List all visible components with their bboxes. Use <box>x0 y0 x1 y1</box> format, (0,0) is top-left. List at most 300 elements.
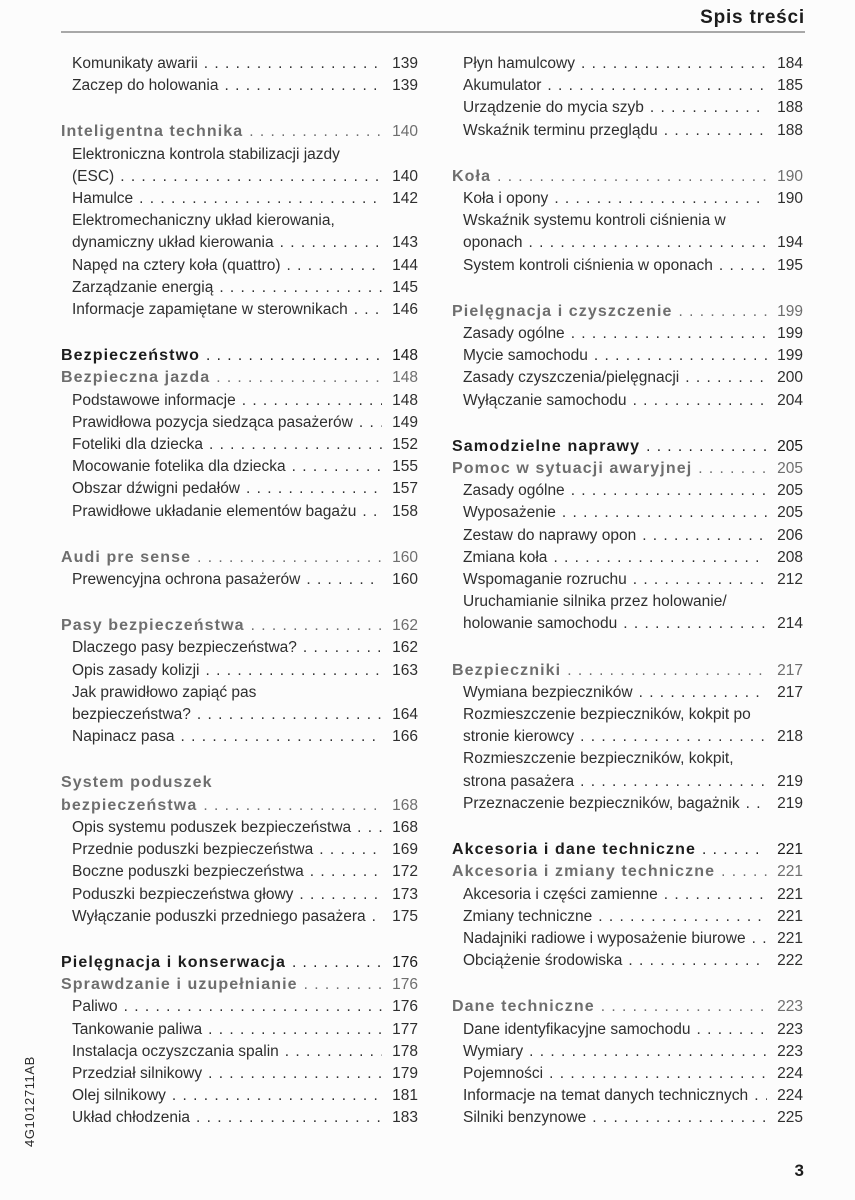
entry-label: holowanie samochodu <box>463 615 618 633</box>
page-ref: 143 <box>392 234 418 252</box>
leader-dots <box>280 232 382 254</box>
leader-dots <box>571 480 767 502</box>
toc-group <box>452 53 803 142</box>
header-rule <box>61 31 805 33</box>
leader-dots <box>246 478 382 500</box>
entry-label: Olej silnikowy <box>72 1087 166 1105</box>
toc-entry <box>452 682 803 704</box>
leader-dots <box>719 255 767 277</box>
page-ref: 214 <box>777 615 803 633</box>
entry-label: Zestaw do naprawy opon <box>463 526 637 544</box>
toc-entry <box>452 301 803 323</box>
toc-entry <box>61 1019 418 1041</box>
page-ref: 164 <box>392 706 418 724</box>
entry-label: System poduszek <box>61 774 213 792</box>
page-ref: 139 <box>392 77 418 95</box>
leader-dots <box>359 412 382 434</box>
entry-label: Podstawowe informacje <box>72 391 236 409</box>
toc-entry <box>452 1107 803 1129</box>
toc-entry <box>61 547 418 569</box>
toc-entry <box>452 547 803 569</box>
entry-label: Bezpieczeństwo <box>61 347 200 365</box>
entry-label: Komunikaty awarii <box>72 55 198 72</box>
page-ref: 190 <box>777 167 803 185</box>
leader-dots <box>362 501 382 523</box>
toc-entry <box>61 345 418 367</box>
leader-dots <box>664 884 767 906</box>
entry-label: Akcesoria i dane techniczne <box>452 841 697 859</box>
entry-label: Pojemności <box>463 1064 544 1082</box>
entry-label: Elektroniczna kontrola stabilizacji jazdy <box>72 145 340 163</box>
page-ref: 221 <box>777 885 803 903</box>
page-ref: 205 <box>777 437 803 455</box>
page-ref: 155 <box>392 458 418 476</box>
leader-dots <box>633 390 767 412</box>
page-ref: 176 <box>392 976 418 994</box>
leader-dots <box>646 436 767 458</box>
entry-label: Wyłączanie samochodu <box>463 391 627 409</box>
entry-label: Zasady czyszczenia/pielęgnacji <box>463 369 680 387</box>
page-ref: 217 <box>777 683 803 701</box>
toc-entry <box>452 188 803 210</box>
page-ref: 184 <box>777 55 803 72</box>
page-ref: 185 <box>777 77 803 95</box>
toc-entry <box>61 277 418 299</box>
page-ref: 219 <box>777 794 803 812</box>
page-ref: 208 <box>777 548 803 566</box>
leader-dots <box>172 1085 382 1107</box>
page-ref: 173 <box>392 885 418 903</box>
entry-label: Hamulce <box>72 190 134 208</box>
leader-dots <box>601 996 767 1018</box>
toc-entry <box>452 436 803 458</box>
toc-entry <box>61 75 418 97</box>
leader-dots <box>124 996 382 1018</box>
page-ref: 200 <box>777 369 803 387</box>
entry-label: Wspomaganie rozruchu <box>463 571 627 589</box>
leader-dots <box>203 795 382 817</box>
toc-entry <box>452 1085 803 1107</box>
entry-label: Prawidłowa pozycja siedząca pasażerów <box>72 413 353 431</box>
leader-dots <box>139 188 382 210</box>
leader-dots <box>206 345 382 367</box>
toc-entry <box>452 906 803 928</box>
page-ref: 205 <box>777 504 803 522</box>
entry-label: Zaczep do holowania <box>72 77 219 95</box>
leader-dots <box>292 456 382 478</box>
page-ref: 162 <box>392 617 418 635</box>
page-ref: 178 <box>392 1042 418 1060</box>
leader-dots <box>664 120 767 142</box>
leader-dots <box>287 255 383 277</box>
entry-label: Zmiany techniczne <box>463 907 593 925</box>
leader-dots <box>372 906 382 928</box>
toc-entry <box>61 839 418 861</box>
page-ref: 223 <box>777 998 803 1016</box>
toc-column-left <box>61 53 418 1130</box>
entry-label: Rozmieszczenie bezpieczników, kokpit, <box>463 750 734 768</box>
leader-dots <box>208 1019 382 1041</box>
entry-label: Opis systemu poduszek bezpieczeństwa <box>72 818 352 836</box>
entry-label: Uruchamianie silnika przez holowanie/ <box>463 593 727 611</box>
toc-entry <box>61 478 418 500</box>
page-ref: 195 <box>777 256 803 274</box>
spine-code: 4G1012711AB <box>22 1056 37 1147</box>
leader-dots <box>304 974 382 996</box>
toc-entry <box>61 456 418 478</box>
entry-label: Wyposażenie <box>463 504 556 522</box>
page-ref: 225 <box>777 1109 803 1127</box>
page-ref: 217 <box>777 661 803 679</box>
toc-entry <box>452 390 803 412</box>
toc-entry <box>452 1041 803 1063</box>
leader-dots <box>204 53 382 75</box>
entry-label: Instalacja oczyszczania spalin <box>72 1042 279 1060</box>
toc-entry <box>452 704 803 748</box>
entry-label: Zasady ogólne <box>463 482 565 500</box>
page-ref: 172 <box>392 863 418 881</box>
leader-dots <box>242 390 382 412</box>
entry-label: Silniki benzynowe <box>463 1109 587 1127</box>
entry-label: Informacje na temat danych technicznych <box>463 1087 749 1105</box>
page-ref: 212 <box>777 571 803 589</box>
page-ref: 221 <box>777 863 803 881</box>
entry-label: Dane techniczne <box>452 998 595 1016</box>
page-ref: 223 <box>777 1042 803 1060</box>
entry-label: Audi pre sense <box>61 548 192 566</box>
leader-dots <box>303 637 382 659</box>
leader-dots <box>639 682 767 704</box>
toc-entry <box>61 726 418 748</box>
page-ref: 188 <box>777 121 803 139</box>
toc-entry <box>452 569 803 591</box>
toc-entry <box>61 390 418 412</box>
toc-group <box>61 615 418 748</box>
leader-dots <box>650 97 767 119</box>
entry-label: bezpieczeństwa <box>61 796 198 814</box>
leader-dots <box>685 367 767 389</box>
toc-entry <box>61 188 418 210</box>
toc-group <box>452 660 803 815</box>
page-ref: 221 <box>777 841 803 859</box>
page-ref: 223 <box>777 1020 803 1038</box>
toc-entry <box>452 166 803 188</box>
toc-entry <box>452 839 803 861</box>
page-ref: 169 <box>392 841 418 859</box>
entry-label: Akcesoria i części zamienne <box>463 885 658 903</box>
entry-label: bezpieczeństwa? <box>72 706 191 724</box>
entry-label: strona pasażera <box>463 772 575 790</box>
toc-entry <box>452 367 803 389</box>
toc-entry <box>452 345 803 367</box>
entry-label: Układ chłodzenia <box>72 1109 191 1127</box>
leader-dots <box>549 1063 767 1085</box>
entry-label: Wymiana bezpieczników <box>463 683 633 701</box>
page-ref: 157 <box>392 480 418 498</box>
page-ref: 146 <box>392 301 418 319</box>
leader-dots <box>628 950 767 972</box>
leader-dots <box>249 121 382 143</box>
toc-entry <box>61 501 418 523</box>
footer-page-number: 3 <box>794 1161 804 1180</box>
leader-dots <box>208 1063 382 1085</box>
toc-entry <box>61 817 418 839</box>
page-ref: 140 <box>392 167 418 185</box>
entry-label: Elektromechaniczny układ kierowania, <box>72 212 335 230</box>
leader-dots <box>357 817 382 839</box>
toc-group <box>452 839 803 972</box>
leader-dots <box>623 613 767 635</box>
toc-entry <box>61 772 418 816</box>
leader-dots <box>219 277 382 299</box>
entry-label: stronie kierowcy <box>463 728 575 746</box>
toc-entry <box>61 1041 418 1063</box>
entry-label: Mocowanie fotelika dla dziecka <box>72 458 286 476</box>
page-ref: 181 <box>392 1087 418 1105</box>
page-ref: 163 <box>392 661 418 679</box>
entry-label: Pomoc w sytuacji awaryjnej <box>452 460 693 478</box>
entry-label: Inteligentna technika <box>61 123 244 141</box>
entry-label: System kontroli ciśnienia w oponach <box>463 256 713 274</box>
leader-dots <box>497 166 767 188</box>
leader-dots <box>698 458 767 480</box>
page-title: Spis treści <box>700 7 805 28</box>
page-ref: 158 <box>392 502 418 520</box>
leader-dots <box>197 547 382 569</box>
toc-entry <box>452 793 803 815</box>
leader-dots <box>196 1107 382 1129</box>
toc-entry <box>452 97 803 119</box>
page-ref: 199 <box>777 325 803 343</box>
entry-label: Paliwo <box>72 998 118 1016</box>
page-ref: 160 <box>392 571 418 589</box>
toc-group <box>61 772 418 927</box>
toc-entry <box>452 861 803 883</box>
entry-label: Koła i opony <box>463 190 549 208</box>
toc-entry <box>61 299 418 321</box>
page-ref: 148 <box>392 391 418 409</box>
entry-label: Bezpieczniki <box>452 661 562 679</box>
page-ref: 168 <box>392 796 418 814</box>
entry-label: oponach <box>463 234 523 252</box>
toc-entry <box>61 53 418 75</box>
toc-entry <box>452 53 803 75</box>
leader-dots <box>553 547 767 569</box>
toc-entry <box>61 1085 418 1107</box>
entry-label: Koła <box>452 167 492 185</box>
entry-label: Jak prawidłowo zapiąć pas <box>72 683 257 701</box>
toc-entry <box>452 748 803 792</box>
toc-group <box>61 952 418 1130</box>
entry-label: Samodzielne naprawy <box>452 437 641 455</box>
leader-dots <box>633 569 767 591</box>
entry-label: Obszar dźwigni pedałów <box>72 480 241 498</box>
entry-label: Rozmieszczenie bezpieczników, kokpit po <box>463 706 751 724</box>
entry-label: Informacje zapamiętane w sterownikach <box>72 301 348 319</box>
page-ref: 224 <box>777 1087 803 1105</box>
toc-entry <box>452 458 803 480</box>
page-ref: 142 <box>392 190 418 208</box>
page-ref: 152 <box>392 436 418 454</box>
page-ref: 190 <box>777 190 803 208</box>
toc-entry <box>61 996 418 1018</box>
toc-entry <box>452 502 803 524</box>
entry-label: Opis zasady kolizji <box>72 661 200 679</box>
leader-dots <box>562 502 767 524</box>
entry-label: Pasy bezpieczeństwa <box>61 617 245 635</box>
toc-entry <box>61 861 418 883</box>
entry-label: Przednie poduszki bezpieczeństwa <box>72 841 314 859</box>
toc-group <box>452 166 803 277</box>
toc-entry <box>61 637 418 659</box>
toc-entry <box>452 120 803 142</box>
page-ref: 149 <box>392 413 418 431</box>
leader-dots <box>567 660 767 682</box>
toc-entry <box>452 255 803 277</box>
entry-label: Akumulator <box>463 77 542 95</box>
toc-entry <box>452 1019 803 1041</box>
leader-dots <box>197 704 382 726</box>
entry-label: Tankowanie paliwa <box>72 1020 203 1038</box>
leader-dots <box>554 188 767 210</box>
toc-entry <box>61 615 418 637</box>
entry-label: Sprawdzanie i uzupełnianie <box>61 976 298 994</box>
toc-entry <box>452 323 803 345</box>
leader-dots <box>528 232 767 254</box>
page-ref: 224 <box>777 1064 803 1082</box>
entry-label: Prewencyjna ochrona pasażerów <box>72 571 301 589</box>
entry-label: Zarządzanie energią <box>72 278 214 296</box>
page-ref: 188 <box>777 99 803 117</box>
toc-entry <box>452 660 803 682</box>
leader-dots <box>292 952 382 974</box>
leader-dots <box>181 726 382 748</box>
leader-dots <box>319 839 382 861</box>
toc-entry <box>452 210 803 254</box>
page-ref: 175 <box>392 907 418 925</box>
page-ref: 222 <box>777 952 803 970</box>
leader-dots <box>752 928 767 950</box>
toc-entry <box>61 569 418 591</box>
page-ref: 160 <box>392 548 418 566</box>
toc-entry <box>452 525 803 547</box>
toc-entry <box>61 121 418 143</box>
page-ref: 199 <box>777 347 803 365</box>
toc-entry <box>452 996 803 1018</box>
entry-label: Przedział silnikowy <box>72 1064 203 1082</box>
toc-entry <box>61 255 418 277</box>
leader-dots <box>746 793 767 815</box>
toc-entry <box>452 1063 803 1085</box>
toc-group <box>61 121 418 321</box>
page-ref: 205 <box>777 482 803 500</box>
page-ref: 218 <box>777 728 803 746</box>
entry-label: Boczne poduszki bezpieczeństwa <box>72 863 304 881</box>
page-ref: 219 <box>777 772 803 790</box>
entry-label: Akcesoria i zmiany techniczne <box>452 863 716 881</box>
entry-label: Wymiary <box>463 1042 524 1060</box>
toc-entry <box>61 682 418 726</box>
page-ref: 194 <box>777 234 803 252</box>
entry-label: Prawidłowe układanie elementów bagażu <box>72 502 357 520</box>
entry-label: Dlaczego pasy bezpieczeństwa? <box>72 639 297 657</box>
leader-dots <box>216 367 382 389</box>
entry-label: Poduszki bezpieczeństwa głowy <box>72 885 294 903</box>
leader-dots <box>598 906 767 928</box>
toc-entry <box>61 367 418 389</box>
entry-label: Wyłączanie poduszki przedniego pasażera <box>72 907 366 925</box>
page-ref: 221 <box>777 929 803 947</box>
leader-dots <box>580 771 767 793</box>
entry-label: Wskaźnik systemu kontroli ciśnienia w <box>463 212 726 230</box>
entry-label: Wskaźnik terminu przeglądu <box>463 121 658 139</box>
entry-label: Bezpieczna jazda <box>61 369 211 387</box>
toc-entry <box>452 884 803 906</box>
entry-label: Pielęgnacja i konserwacja <box>61 953 286 971</box>
entry-label: Dane identyfikacyjne samochodu <box>463 1020 691 1038</box>
page-ref: 206 <box>777 526 803 544</box>
page-ref: 148 <box>392 369 418 387</box>
entry-label: Napinacz pasa <box>72 728 175 746</box>
entry-label: Obciążenie środowiska <box>463 952 623 970</box>
leader-dots <box>592 1107 767 1129</box>
toc-entry <box>452 480 803 502</box>
toc-entry <box>61 974 418 996</box>
entry-label: Napęd na cztery koła (quattro) <box>72 256 281 274</box>
leader-dots <box>529 1041 767 1063</box>
entry-label: Przeznaczenie bezpieczników, bagażnik <box>463 794 740 812</box>
leader-dots <box>679 301 768 323</box>
toc-entry <box>61 412 418 434</box>
entry-label: Zasady ogólne <box>463 325 565 343</box>
toc-entry <box>452 75 803 97</box>
entry-label: Urządzenie do mycia szyb <box>463 99 644 117</box>
leader-dots <box>354 299 382 321</box>
page-ref: 204 <box>777 391 803 409</box>
entry-label: Zmiana koła <box>463 548 548 566</box>
page-ref: 183 <box>392 1109 418 1127</box>
entry-label: Mycie samochodu <box>463 347 588 365</box>
page-ref: 144 <box>392 256 418 274</box>
leader-dots <box>310 861 382 883</box>
page-ref: 176 <box>392 998 418 1016</box>
leader-dots <box>209 434 382 456</box>
leader-dots <box>206 660 383 682</box>
page-ref: 205 <box>777 460 803 478</box>
page-ref: 145 <box>392 278 418 296</box>
entry-label: Nadajniki radiowe i wyposażenie biurowe <box>463 929 746 947</box>
toc-entry <box>452 591 803 635</box>
toc-entry <box>61 660 418 682</box>
toc-entry <box>61 952 418 974</box>
page-ref: 168 <box>392 818 418 836</box>
page-ref: 162 <box>392 639 418 657</box>
toc-entry <box>452 928 803 950</box>
toc-group <box>61 53 418 97</box>
leader-dots <box>580 726 767 748</box>
page-ref: 199 <box>777 302 803 320</box>
page-ref: 176 <box>392 953 418 971</box>
leader-dots <box>696 1019 767 1041</box>
leader-dots <box>306 569 382 591</box>
entry-label: (ESC) <box>72 167 115 185</box>
page-ref: 139 <box>392 55 418 72</box>
page-ref: 166 <box>392 728 418 746</box>
page-ref: 221 <box>777 907 803 925</box>
leader-dots <box>120 166 382 188</box>
leader-dots <box>285 1041 382 1063</box>
leader-dots <box>547 75 767 97</box>
